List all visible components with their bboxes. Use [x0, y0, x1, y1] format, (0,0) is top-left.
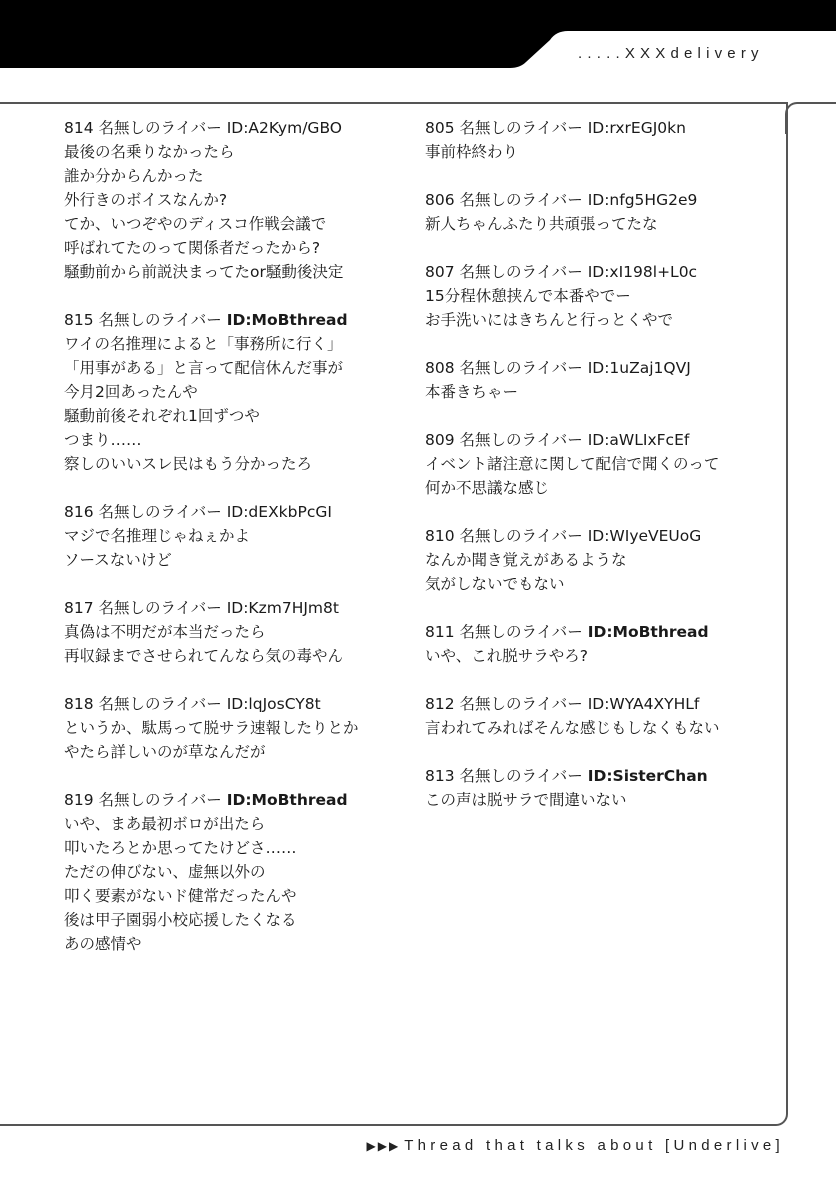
poster-name: 名無しのライバー — [98, 119, 222, 137]
post-body-line: あの感情や — [64, 935, 142, 953]
post-number: 806 — [425, 191, 455, 209]
thread-post — [425, 356, 755, 404]
post-number: 811 — [425, 623, 455, 641]
thread-post — [64, 116, 394, 284]
poster-name: 名無しのライバー — [459, 695, 583, 713]
post-body-line: 新人ちゃんふたり共頑張ってたな — [425, 215, 658, 233]
post-header — [425, 356, 755, 380]
post-number: 816 — [64, 503, 94, 521]
right-column — [425, 116, 755, 836]
thread-post — [425, 692, 755, 740]
post-body-line: マジで名推理じゃねぇかよ — [64, 527, 251, 545]
post-header — [425, 428, 755, 452]
post-body-line: 騒動前から前説決まってたor騒動後決定 — [64, 263, 344, 281]
post-body-line: 再収録までさせられてんなら気の毒やん — [64, 647, 344, 665]
post-body-line: つまり…… — [64, 431, 142, 449]
post-number: 819 — [64, 791, 94, 809]
poster-name: 名無しのライバー — [459, 623, 583, 641]
post-body-line: 「用事がある」と言って配信休んだ事が — [64, 359, 344, 377]
post-body-line: というか、駄馬って脱サラ速報したりとか — [64, 719, 359, 737]
triple-arrow-icon: ▶▶▶ — [366, 1139, 401, 1153]
post-header — [64, 116, 394, 140]
thread-post — [425, 188, 755, 236]
thread-post — [425, 428, 755, 500]
thread-post — [64, 788, 394, 956]
poster-id: ID:WIyeVEUoG — [587, 527, 702, 545]
footer — [367, 1137, 784, 1154]
poster-id: ID:SisterChan — [587, 767, 708, 785]
post-header — [425, 188, 755, 212]
post-number: 807 — [425, 263, 455, 281]
post-body-line: いや、これ脱サラやろ? — [425, 647, 588, 665]
poster-name: 名無しのライバー — [459, 767, 583, 785]
post-header — [425, 116, 755, 140]
poster-id: ID:MoBthread — [226, 791, 348, 809]
post-header — [64, 596, 394, 620]
post-number: 809 — [425, 431, 455, 449]
post-header — [425, 692, 755, 716]
post-body-line: 何か不思議な感じ — [425, 479, 550, 497]
post-number: 805 — [425, 119, 455, 137]
post-body-line: お手洗いにはきちんと行っとくやで — [425, 311, 674, 329]
poster-name: 名無しのライバー — [98, 791, 222, 809]
poster-id: ID:lqJosCY8t — [226, 695, 321, 713]
post-number: 810 — [425, 527, 455, 545]
post-body-line: なんか聞き覚えがあるような — [425, 551, 627, 569]
post-header — [64, 788, 394, 812]
poster-name: 名無しのライバー — [98, 503, 222, 521]
post-body-line: 察しのいいスレ民はもう分かったろ — [64, 455, 313, 473]
post-body-line: いや、まあ最初ボロが出たら — [64, 815, 266, 833]
post-body-line: 本番きちゃー — [425, 383, 519, 401]
thread-post — [64, 692, 394, 764]
post-body-line: ソースないけど — [64, 551, 172, 569]
post-body-line: ワイの名推理によると「事務所に行く」 — [64, 335, 343, 353]
post-body-line: イベント諸注意に関して配信で聞くのって — [425, 455, 720, 473]
poster-id: ID:dEXkbPcGI — [226, 503, 332, 521]
post-number: 813 — [425, 767, 455, 785]
poster-name: 名無しのライバー — [98, 695, 222, 713]
post-body-line: 騒動前後それぞれ1回ずつや — [64, 407, 260, 425]
footer-text: Thread that talks about [Underlive] — [404, 1137, 784, 1154]
poster-id: ID:WYA4XYHLf — [587, 695, 700, 713]
post-body-line: 外行きのボイスなんか? — [64, 191, 228, 209]
post-number: 808 — [425, 359, 455, 377]
thread-post — [64, 308, 394, 476]
header-title: .....XXXdelivery — [578, 45, 764, 62]
post-header — [425, 764, 755, 788]
thread-post — [64, 596, 394, 668]
poster-name: 名無しのライバー — [98, 311, 222, 329]
post-body-line: 誰か分からんかった — [64, 167, 204, 185]
poster-name: 名無しのライバー — [98, 599, 222, 617]
post-number: 814 — [64, 119, 94, 137]
thread-post — [64, 500, 394, 572]
poster-id: ID:xI198l+L0c — [587, 263, 698, 281]
post-number: 812 — [425, 695, 455, 713]
post-body-line: 最後の名乗りなかったら — [64, 143, 235, 161]
post-body-line: 気がしないでもない — [425, 575, 565, 593]
post-body-line: 事前枠終わり — [425, 143, 519, 161]
poster-id: ID:nfg5HG2e9 — [587, 191, 698, 209]
post-body-line: てか、いつぞやのディスコ作戦会議で — [64, 215, 327, 233]
post-header — [425, 260, 755, 284]
post-body-line: 叩いたろとか思ってたけどさ…… — [64, 839, 297, 857]
post-header — [64, 692, 394, 716]
post-header — [64, 308, 394, 332]
thread-post — [425, 116, 755, 164]
post-number: 818 — [64, 695, 94, 713]
post-body-line: 15分程休憩挟んで本番やでー — [425, 287, 631, 305]
poster-id: ID:Kzm7HJm8t — [226, 599, 339, 617]
post-body-line: 呼ばれてたのって関係者だったから? — [64, 239, 321, 257]
post-body-line: 叩く要素がないド健常だったんや — [64, 887, 297, 905]
poster-id: ID:MoBthread — [587, 623, 709, 641]
post-header — [425, 524, 755, 548]
post-body-line: ただの伸びない、虚無以外の — [64, 863, 266, 881]
thread-post — [425, 620, 755, 668]
post-body-line: 真偽は不明だが本当だったら — [64, 623, 266, 641]
post-number: 817 — [64, 599, 94, 617]
post-body-line: 今月2回あったんや — [64, 383, 198, 401]
post-body-line: やたら詳しいのが草なんだが — [64, 743, 266, 761]
thread-post — [425, 764, 755, 812]
poster-id: ID:1uZaj1QVJ — [587, 359, 691, 377]
poster-id: ID:A2Kym/GBO — [226, 119, 342, 137]
frame-corner-tab — [785, 102, 836, 134]
poster-id: ID:rxrEGJ0kn — [587, 119, 686, 137]
post-body-line: この声は脱サラで間違いない — [425, 791, 627, 809]
poster-name: 名無しのライバー — [459, 431, 583, 449]
post-header — [425, 620, 755, 644]
poster-id: ID:MoBthread — [226, 311, 348, 329]
post-body-line: 言われてみればそんな感じもしなくもない — [425, 719, 720, 737]
poster-name: 名無しのライバー — [459, 119, 583, 137]
left-column — [64, 116, 394, 980]
thread-post — [425, 524, 755, 596]
post-header — [64, 500, 394, 524]
thread-post — [425, 260, 755, 332]
poster-name: 名無しのライバー — [459, 263, 583, 281]
post-number: 815 — [64, 311, 94, 329]
poster-name: 名無しのライバー — [459, 527, 583, 545]
poster-name: 名無しのライバー — [459, 359, 583, 377]
poster-id: ID:aWLIxFcEf — [587, 431, 690, 449]
poster-name: 名無しのライバー — [459, 191, 583, 209]
post-body-line: 後は甲子園弱小校応援したくなる — [64, 911, 297, 929]
